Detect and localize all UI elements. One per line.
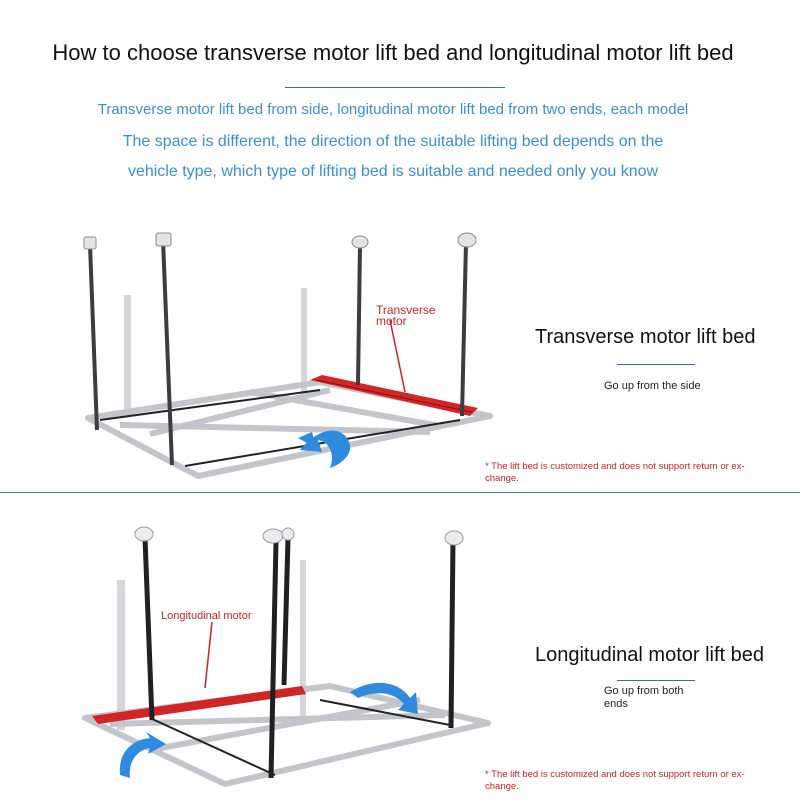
transverse-heading: Transverse motor lift bed xyxy=(535,326,756,348)
longitudinal-heading-rule xyxy=(617,680,695,681)
longitudinal-motor-label: Longitudinal motor xyxy=(161,610,252,622)
intro-line-3: vehicle type, which type of lifting bed is suitable and needed only you know xyxy=(127,163,659,180)
longitudinal-lift-bed-illustration xyxy=(0,520,500,800)
intro-line-1: Transverse motor lift bed from side, longitudinal motor lift bed from two ends, each model xyxy=(97,101,689,118)
page-title: How to choose transverse motor lift bed and longitudinal motor lift bed xyxy=(52,40,734,65)
transverse-motor-label: Transverse motor xyxy=(376,303,436,328)
section-divider xyxy=(0,492,800,493)
longitudinal-subtext: Go up from both ends xyxy=(604,685,684,710)
transverse-note: * The lift bed is customized and does not support return or ex- change. xyxy=(485,461,745,484)
transverse-lift-bed-illustration xyxy=(0,220,500,490)
longitudinal-note: * The lift bed is customized and does not support return or ex- change. xyxy=(485,769,745,792)
transverse-subtext: Go up from the side xyxy=(604,380,701,392)
transverse-heading-rule xyxy=(617,364,695,365)
intro-line-2: The space is different, the direction of the suitable lifting bed depends on the xyxy=(122,133,664,150)
title-underline xyxy=(285,87,505,88)
longitudinal-heading: Longitudinal motor lift bed xyxy=(535,644,765,666)
